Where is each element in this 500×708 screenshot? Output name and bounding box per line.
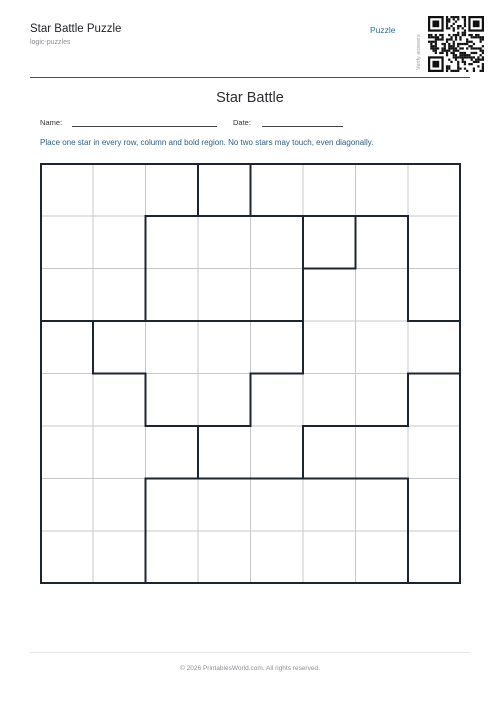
grid-cell[interactable] <box>251 374 304 427</box>
grid-cell[interactable] <box>198 321 251 374</box>
grid-cell[interactable] <box>356 321 409 374</box>
name-label: Name: <box>40 118 63 127</box>
grid-cell[interactable] <box>93 426 146 479</box>
date-field[interactable] <box>262 126 343 127</box>
grid-cell[interactable] <box>41 426 94 479</box>
grid-cell[interactable] <box>356 269 409 322</box>
grid-cell[interactable] <box>356 479 409 532</box>
grid-cell[interactable] <box>251 531 304 584</box>
name-field[interactable] <box>72 126 217 127</box>
grid-cell[interactable] <box>41 164 94 217</box>
grid-cell[interactable] <box>198 164 251 217</box>
grid-cell[interactable] <box>146 531 199 584</box>
footer-copyright: © 2026 PrintablesWorld.com. All rights reserved. <box>180 665 320 672</box>
grid-cell[interactable] <box>93 216 146 269</box>
grid-cell[interactable] <box>198 479 251 532</box>
grid-cell[interactable] <box>198 426 251 479</box>
grid-cell[interactable] <box>251 164 304 217</box>
grid-cell[interactable] <box>93 374 146 427</box>
grid-cell[interactable] <box>251 321 304 374</box>
grid-cell[interactable] <box>251 426 304 479</box>
grid-cell[interactable] <box>251 269 304 322</box>
grid-cell[interactable] <box>41 321 94 374</box>
grid-cell[interactable] <box>198 374 251 427</box>
grid-cell[interactable] <box>408 269 461 322</box>
grid-cell[interactable] <box>356 216 409 269</box>
grid-cell[interactable] <box>303 164 356 217</box>
grid-cell[interactable] <box>303 216 356 269</box>
grid-cell[interactable] <box>408 216 461 269</box>
header-divider <box>30 77 470 78</box>
grid-cell[interactable] <box>408 321 461 374</box>
grid-cell[interactable] <box>408 531 461 584</box>
grid-cell[interactable] <box>146 269 199 322</box>
grid-cell[interactable] <box>303 321 356 374</box>
grid-cell[interactable] <box>356 531 409 584</box>
grid-cell[interactable] <box>356 164 409 217</box>
grid-cell[interactable] <box>198 269 251 322</box>
grid-cell[interactable] <box>93 479 146 532</box>
grid-cell[interactable] <box>408 426 461 479</box>
grid-cell[interactable] <box>356 426 409 479</box>
instructions: Place one star in every row, column and bold region. No two stars may touch, even diagonally. <box>40 138 374 147</box>
grid-cell[interactable] <box>303 269 356 322</box>
grid-cell[interactable] <box>303 531 356 584</box>
grid-cell[interactable] <box>146 479 199 532</box>
grid-cell[interactable] <box>93 164 146 217</box>
grid-cell[interactable] <box>251 479 304 532</box>
grid-cell[interactable] <box>41 269 94 322</box>
header-category: logic-puzzles <box>30 39 71 46</box>
grid-cell[interactable] <box>303 426 356 479</box>
grid-cell[interactable] <box>146 164 199 217</box>
grid-cell[interactable] <box>303 479 356 532</box>
grid-cell[interactable] <box>408 374 461 427</box>
grid-cell[interactable] <box>198 216 251 269</box>
header-title: Star Battle Puzzle <box>30 23 122 35</box>
grid-cell[interactable] <box>198 531 251 584</box>
grid-cell[interactable] <box>41 531 94 584</box>
date-label: Date: <box>233 118 251 127</box>
grid-cell[interactable] <box>41 479 94 532</box>
grid-cell[interactable] <box>408 479 461 532</box>
grid-cell[interactable] <box>41 374 94 427</box>
grid-cell[interactable] <box>93 269 146 322</box>
grid-cell[interactable] <box>41 216 94 269</box>
verify-answers-label: Verify answers <box>416 34 422 70</box>
grid-cell[interactable] <box>408 164 461 217</box>
document-title: Star Battle <box>216 90 284 106</box>
star-battle-grid[interactable] <box>40 163 461 584</box>
grid-cell[interactable] <box>146 374 199 427</box>
puzzle-badge: Puzzle <box>370 25 396 35</box>
grid-cell[interactable] <box>146 321 199 374</box>
grid-cell[interactable] <box>93 321 146 374</box>
grid-cell[interactable] <box>356 374 409 427</box>
qr-code[interactable] <box>428 16 484 72</box>
grid-cell[interactable] <box>146 426 199 479</box>
grid-cell[interactable] <box>251 216 304 269</box>
grid-cell[interactable] <box>93 531 146 584</box>
grid-cell[interactable] <box>303 374 356 427</box>
grid-cell[interactable] <box>146 216 199 269</box>
footer-divider <box>30 652 470 653</box>
